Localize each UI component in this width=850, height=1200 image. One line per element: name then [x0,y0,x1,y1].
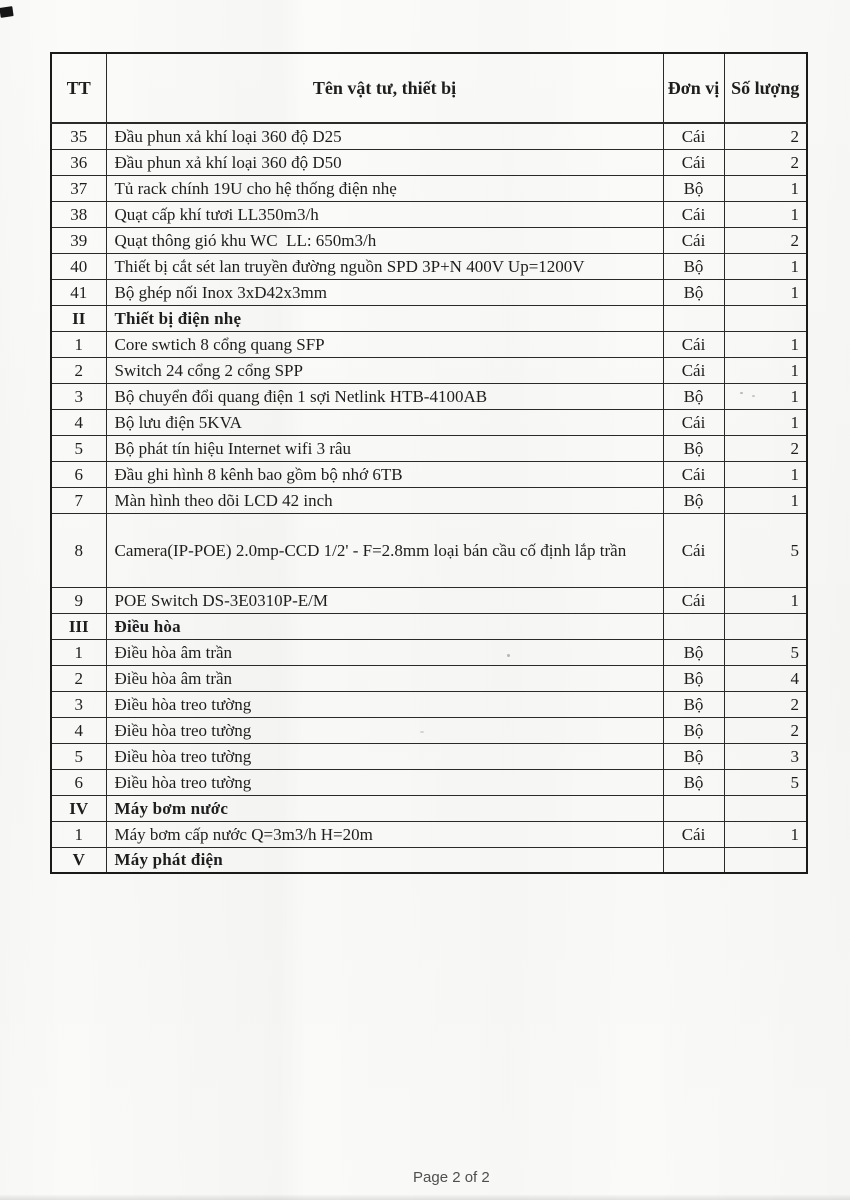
row-number-cell: 9 [51,587,106,613]
item-name-cell: Màn hình theo dõi LCD 42 inch [106,487,663,513]
quantity-cell: 1 [724,821,807,847]
item-name-cell: Điều hòa treo tường [106,691,663,717]
unit-cell: Cái [663,513,724,587]
item-name-cell: Đầu phun xả khí loại 360 độ D25 [106,123,663,149]
col-header-tt: TT [51,53,106,123]
row-number-cell: 1 [51,331,106,357]
item-name-cell: Điều hòa âm trần [106,639,663,665]
item-row [51,227,807,253]
equipment-table-header [51,53,807,123]
quantity-cell: 1 [724,279,807,305]
row-number-cell: III [51,613,106,639]
unit-cell [663,795,724,821]
quantity-cell: 2 [724,227,807,253]
item-name-cell: Thiết bị cắt sét lan truyền đường nguồn SPD 3P+N 400V Up=1200V [106,253,663,279]
col-header-unit: Đơn vị [663,53,724,123]
quantity-cell: 1 [724,331,807,357]
scan-artifact-corner-mark [0,6,14,18]
item-name-cell: Điều hòa treo tường [106,769,663,795]
row-number-cell: 39 [51,227,106,253]
item-row [51,201,807,227]
unit-cell: Bộ [663,253,724,279]
row-number-cell: 2 [51,357,106,383]
quantity-cell [724,795,807,821]
item-name-cell: Bộ chuyển đổi quang điện 1 sợi Netlink HTB-4100AB [106,383,663,409]
unit-cell: Cái [663,587,724,613]
unit-cell: Bộ [663,691,724,717]
unit-cell [663,847,724,873]
item-row [51,331,807,357]
row-number-cell: 1 [51,821,106,847]
quantity-cell: 1 [724,487,807,513]
row-number-cell: 37 [51,175,106,201]
row-number-cell: 35 [51,123,106,149]
item-row [51,123,807,149]
quantity-cell: 4 [724,665,807,691]
quantity-cell: 5 [724,769,807,795]
item-row [51,821,807,847]
row-number-cell: 4 [51,717,106,743]
quantity-cell: 1 [724,383,807,409]
unit-cell: Cái [663,821,724,847]
unit-cell [663,305,724,331]
section-row [51,613,807,639]
quantity-cell: 2 [724,691,807,717]
quantity-cell: 1 [724,253,807,279]
item-name-cell: Máy bơm nước [106,795,663,821]
item-name-cell: Quạt cấp khí tươi LL350m3/h [106,201,663,227]
item-name-cell: Thiết bị điện nhẹ [106,305,663,331]
section-row [51,795,807,821]
item-name-cell: Điều hòa âm trần [106,665,663,691]
row-number-cell: 1 [51,639,106,665]
row-number-cell: 36 [51,149,106,175]
unit-cell: Bộ [663,383,724,409]
item-name-cell: Điều hòa treo tường [106,743,663,769]
section-row [51,847,807,873]
quantity-cell: 1 [724,409,807,435]
item-row [51,769,807,795]
item-name-cell: Điều hòa treo tường [106,717,663,743]
item-row [51,253,807,279]
quantity-cell: 1 [724,175,807,201]
quantity-cell [724,847,807,873]
unit-cell: Cái [663,123,724,149]
item-row [51,461,807,487]
unit-cell: Bộ [663,717,724,743]
unit-cell: Cái [663,331,724,357]
page-number-footer: Page 2 of 2 [413,1169,490,1186]
quantity-cell: 2 [724,435,807,461]
unit-cell [663,613,724,639]
row-number-cell: 2 [51,665,106,691]
quantity-cell: 2 [724,123,807,149]
unit-cell: Bộ [663,639,724,665]
unit-cell: Bộ [663,769,724,795]
item-row [51,435,807,461]
row-number-cell: 7 [51,487,106,513]
item-row [51,513,807,587]
row-number-cell: 3 [51,383,106,409]
item-name-cell: Bộ lưu điện 5KVA [106,409,663,435]
quantity-cell: 5 [724,513,807,587]
item-row [51,357,807,383]
quantity-cell: 3 [724,743,807,769]
item-row [51,383,807,409]
item-row [51,279,807,305]
quantity-cell [724,613,807,639]
row-number-cell: 38 [51,201,106,227]
header-row [51,53,807,123]
unit-cell: Bộ [663,487,724,513]
item-name-cell: Máy bơm cấp nước Q=3m3/h H=20m [106,821,663,847]
row-number-cell: 6 [51,769,106,795]
row-number-cell: 6 [51,461,106,487]
item-row [51,717,807,743]
quantity-cell: 1 [724,587,807,613]
item-name-cell: Đầu ghi hình 8 kênh bao gồm bộ nhớ 6TB [106,461,663,487]
item-row [51,409,807,435]
section-row [51,305,807,331]
quantity-cell: 1 [724,201,807,227]
unit-cell: Cái [663,461,724,487]
item-row [51,691,807,717]
unit-cell: Bộ [663,279,724,305]
unit-cell: Bộ [663,743,724,769]
item-row [51,743,807,769]
row-number-cell: II [51,305,106,331]
item-row [51,665,807,691]
item-name-cell: Tủ rack chính 19U cho hệ thống điện nhẹ [106,175,663,201]
unit-cell: Cái [663,227,724,253]
item-row [51,587,807,613]
row-number-cell: V [51,847,106,873]
unit-cell: Cái [663,357,724,383]
item-row [51,149,807,175]
item-name-cell: POE Switch DS-3E0310P-E/M [106,587,663,613]
unit-cell: Bộ [663,175,724,201]
row-number-cell: 40 [51,253,106,279]
item-name-cell: Đầu phun xả khí loại 360 độ D50 [106,149,663,175]
row-number-cell: 5 [51,743,106,769]
quantity-cell [724,305,807,331]
row-number-cell: 8 [51,513,106,587]
item-row [51,639,807,665]
item-name-cell: Camera(IP-POE) 2.0mp-CCD 1/2' - F=2.8mm loại bán cầu cố định lắp trần [106,513,663,587]
unit-cell: Bộ [663,665,724,691]
item-name-cell: Máy phát điện [106,847,663,873]
unit-cell: Cái [663,201,724,227]
item-name-cell: Core swtich 8 cổng quang SFP [106,331,663,357]
unit-cell: Cái [663,149,724,175]
item-row [51,487,807,513]
unit-cell: Bộ [663,435,724,461]
row-number-cell: 3 [51,691,106,717]
quantity-cell: 1 [724,357,807,383]
col-header-item-name: Tên vật tư, thiết bị [106,53,663,123]
col-header-quantity: Số lượng [724,53,807,123]
item-name-cell: Switch 24 cổng 2 cổng SPP [106,357,663,383]
row-number-cell: 5 [51,435,106,461]
item-name-cell: Quạt thông gió khu WC LL: 650m3/h [106,227,663,253]
row-number-cell: 41 [51,279,106,305]
equipment-table-body [51,123,807,873]
item-name-cell: Bộ ghép nối Inox 3xD42x3mm [106,279,663,305]
scan-edge-shadow [0,1195,850,1200]
quantity-cell: 1 [724,461,807,487]
quantity-cell: 2 [724,149,807,175]
row-number-cell: 4 [51,409,106,435]
item-row [51,175,807,201]
unit-cell: Cái [663,409,724,435]
row-number-cell: IV [51,795,106,821]
item-name-cell: Bộ phát tín hiệu Internet wifi 3 râu [106,435,663,461]
equipment-table [50,52,808,874]
quantity-cell: 5 [724,639,807,665]
quantity-cell: 2 [724,717,807,743]
item-name-cell: Điều hòa [106,613,663,639]
